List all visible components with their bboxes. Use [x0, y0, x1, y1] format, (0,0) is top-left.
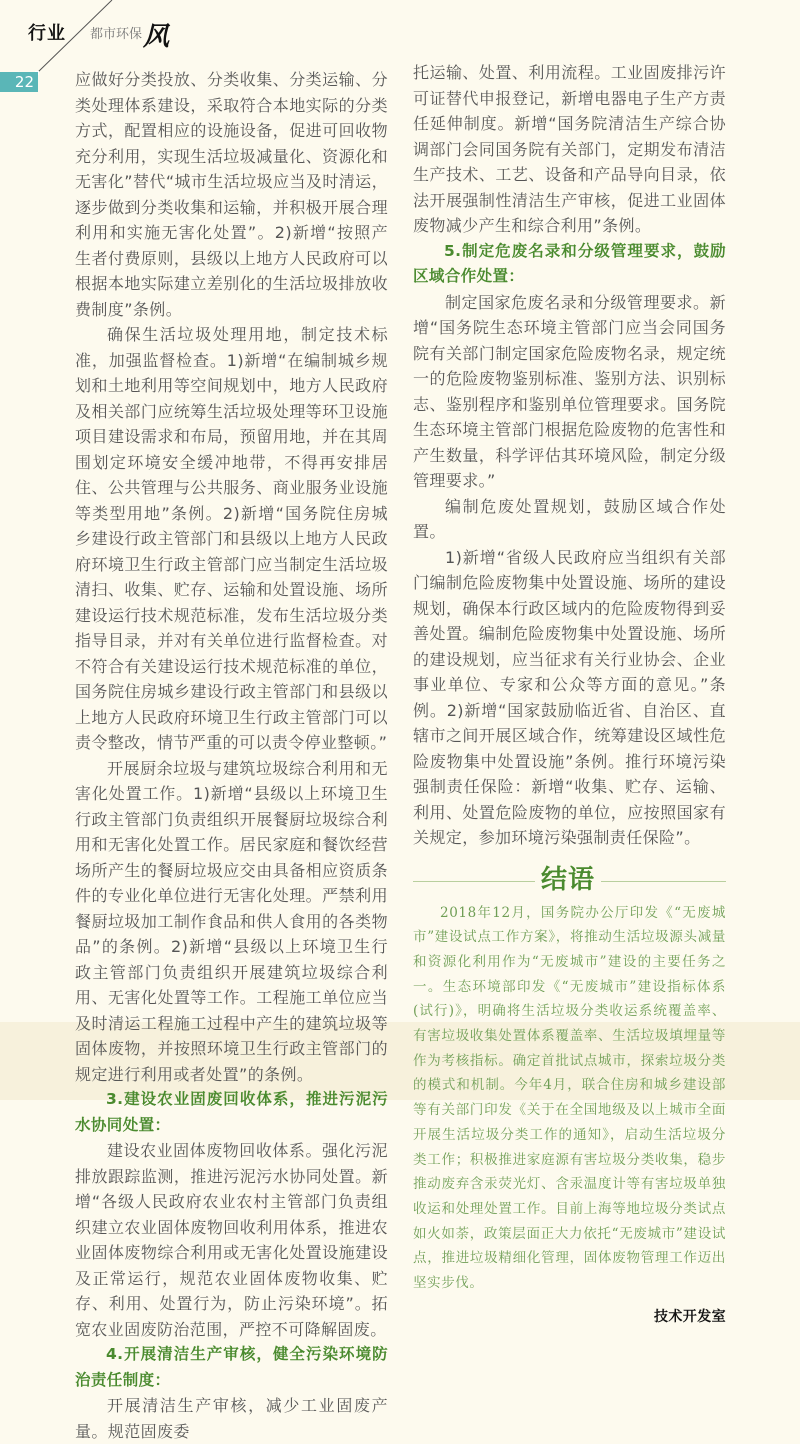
- page-number: 22: [0, 72, 38, 92]
- section-heading-3: 3.建设农业固废回收体系，推进污泥污水协同处置：: [75, 1090, 388, 1134]
- author-signature: 技术开发室: [654, 1308, 726, 1325]
- conclusion-heading: [413, 861, 726, 901]
- paragraph: 制定国家危废名录和分级管理要求。新增“国务院生态环境主管部门应当会同国务院有关部门制定国家危险废物名录，规定统一的危险废物鉴别标准、鉴别方法、识别标志、鉴别程序和鉴别单位管理要求。国务院生态环境主管部门根据危险废物的危害性和产生数量，科学评估其环境风险，制定分级管理要求。”: [413, 292, 726, 490]
- magazine-name: 都市环保: [90, 27, 143, 42]
- paragraph: 开展清洁生产审核，减少工业固废产量。规范固废委: [75, 1396, 388, 1441]
- heading-rule-right: [601, 881, 726, 882]
- section-heading-4: 4.开展清洁生产审核，健全污染环境防治责任制度：: [75, 1345, 388, 1389]
- paragraph: 应做好分类投放、分类收集、分类运输、分类处理体系建设，采取符合本地实际的分类方式，配置相应的设施设备，促进可回收物充分利用，实现生活垃圾减量化、资源化和无害化”替代“城市生活垃圾应当及时清运，逐步做到分类收集和运输，并积极开展合理利用和实施无害化处置”。2)新增“按照产生者付费原则，县级以上地方人民政府可以根据本地实际建立差别化的生活垃圾排放收费制度”条例。: [75, 70, 388, 319]
- paragraph: 确保生活垃圾处理用地，制定技术标准，加强监督检查。1)新增“在编制城乡规划和土地利用等空间规划中，地方人民政府及相关部门应统筹生活垃圾处理等环卫设施项目建设需求和布局，预留用地，并在其周围划定环境安全缓冲地带，不得再安排居住、公共管理与公共服务、商业服务业设施等类型用地”条例。2)新增“国务院住房城乡建设行政主管部门和县级以上地方人民政府环境卫生行政主管部门应当制定生活垃圾清扫、收集、贮存、运输和处置设施、场所建设运行技术规范标准，发布生活垃圾分类指导目录，并对有关单位进行监督检查。对不符合有关建设运行技术规范标准的单位，国务院住房城乡建设行政主管部门和县级以上地方人民政府环境卫生行政主管部门可以责令整改，情节严重的可以责令停业整顿。”: [75, 325, 388, 752]
- section-label: 行业: [28, 23, 66, 44]
- paragraph: 开展厨余垃圾与建筑垃圾综合利用和无害化处置工作。1)新增“县级以上环境卫生行政主管部门负责组织开展餐厨垃圾综合利用和无害化处置工作。居民家庭和餐饮经营场所产生的餐厨垃圾应交由具备相应资质条件的专业化单位进行无害化处理。严禁利用餐厨垃圾加工制作食品和供人食用的各类物品”的条例。2)新增“县级以上环境卫生行政主管部门负责组织开展建筑垃圾综合利用、无害化处置等工作。工程施工单位应当及时清运工程施工过程中产生的建筑垃圾等固体废物，并按照环境卫生行政主管部门的规定进行利用或者处置”的条例。: [75, 758, 388, 1084]
- heading-rule-left: [413, 881, 535, 882]
- left-column: [75, 67, 388, 1444]
- right-column: [413, 60, 726, 1328]
- magazine-logo: 风: [143, 22, 170, 52]
- conclusion-paragraph: 2018年12月，国务院办公厅印发《“无废城市”建设试点工作方案》，将推动生活垃圾源头减量和资源化利用作为“无废城市”建设的主要任务之一。生态环境部印发《“无废城市”建设指标体系(试行)》，明确将生活垃圾分类收运系统覆盖率、有害垃圾收集处置体系覆盖率、生活垃圾填埋量等作为考核指标。确定首批试点城市，探索垃圾分类的模式和机制。今年4月，联合住房和城乡建设部等有关部门印发《关于在全国地级及以上城市全面开展生活垃圾分类工作的通知》，启动生活垃圾分类工作；积极推进家庭源有害垃圾分类收集，稳步推动废弃含汞荧光灯、含汞温度计等有害垃圾单独收运和处理处置工作。目前上海等地垃圾分类试点如火如荼，政策层面正大力依托“无废城市”建设试点，推进垃圾精细化管理，固体废物管理工作迈出坚实步伐。: [413, 904, 726, 1292]
- paragraph: 建设农业固体废物回收体系。强化污泥排放跟踪监测，推进污泥污水协同处置。新增“各级人民政府农业农村主管部门负责组织建立农业固体废物回收利用体系，推进农业固体废物综合利用或无害化处置设施建设及正常运行，规范农业固体废物收集、贮存、利用、处置行为，防止污染环境”。拓宽农业固废防治范围，严控不可降解固废。: [75, 1141, 388, 1339]
- section-heading-5: 5.制定危废名录和分级管理要求，鼓励区域合作处置：: [413, 241, 726, 285]
- conclusion-title: 结语: [541, 864, 596, 895]
- paragraph: 编制危废处置规划，鼓励区域合作处置。: [413, 496, 726, 541]
- paragraph: 托运输、处置、利用流程。工业固废排污许可证替代申报登记，新增电器电子生产方责任延伸制度。新增“国务院清洁生产综合协调部门会同国务院有关部门，定期发布清洁生产技术、工艺、设备和产品导向目录，依法开展强制性清洁生产审核，促进工业固体废物减少产生和综合利用”条例。: [413, 63, 726, 235]
- paragraph: 1)新增“省级人民政府应当组织有关部门编制危险废物集中处置设施、场所的建设规划，确保本行政区域内的危险废物得到妥善处置。编制危险废物集中处置设施、场所的建设规划，应当征求有关行业协会、企业事业单位、专家和公众等方面的意见。”条例。2)新增“国家鼓励临近省、自治区、直辖市之间开展区域合作，统筹建设区域性危险废物集中处置设施”条例。推行环境污染强制责任保险：新增“收集、贮存、运输、利用、处置危险废物的单位，应按照国家有关规定，参加环境污染强制责任保险”。: [413, 547, 726, 847]
